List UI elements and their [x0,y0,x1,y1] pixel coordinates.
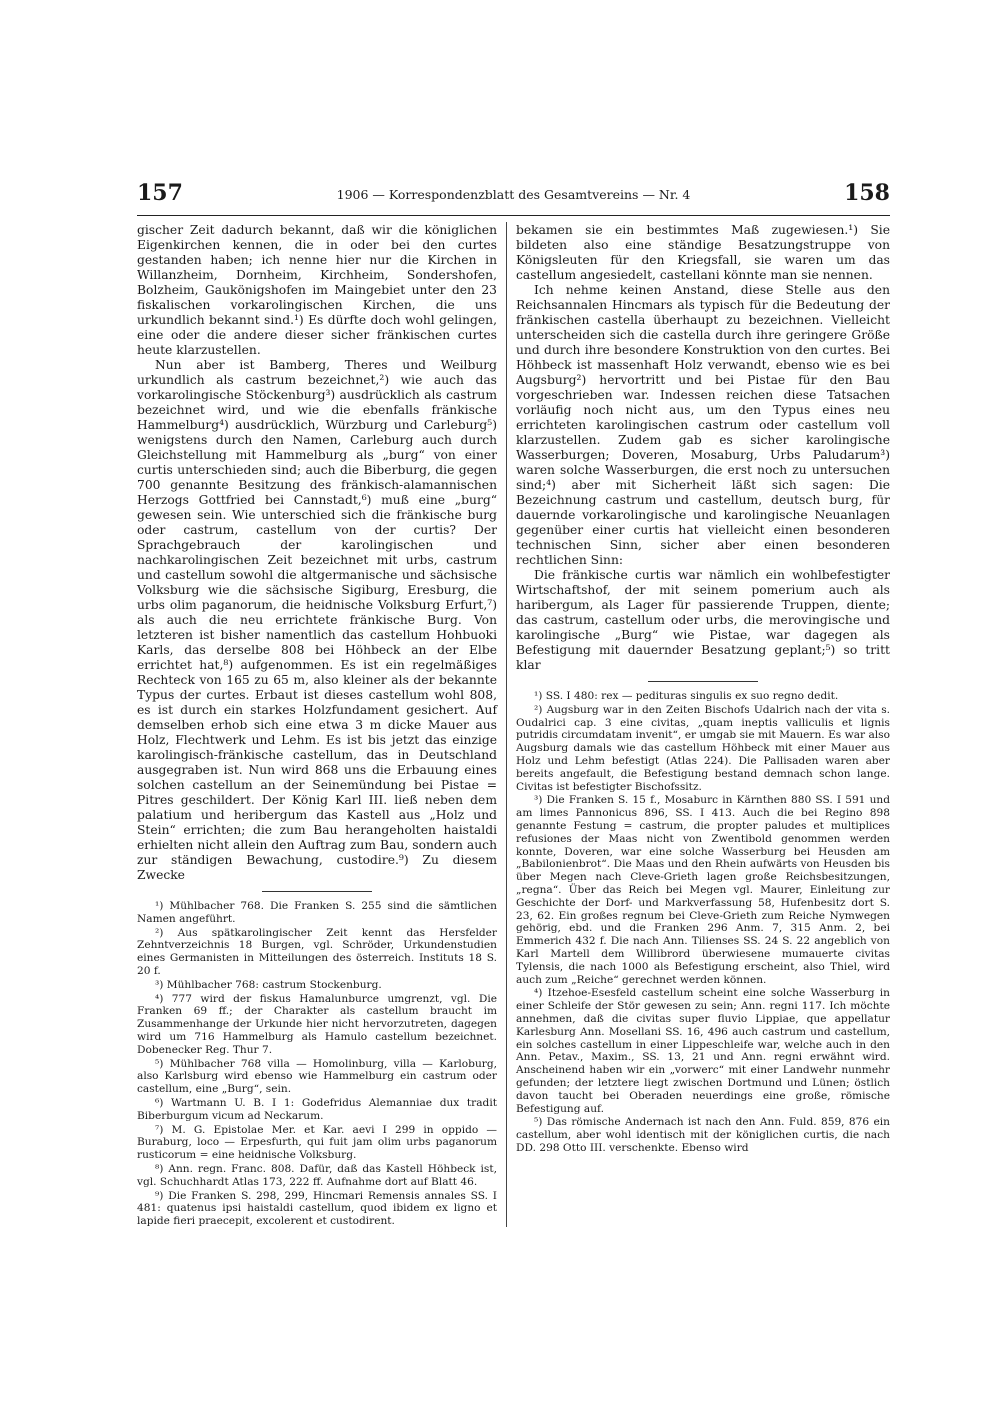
footnote: ²) Aus spätkarolingischer Zeit kennt das Hersfelder Zehntverzeichnis 18 Burgen, vgl. Schröder, Urkundenstudien eines Germanisten in Mitteilungen des österreich. Instituts 18 S. 20 f. [137,926,497,977]
body-paragraph: Die fränkische curtis war nämlich ein wohlbefestigter Wirtschaftshof, der mit seinem pomerium auch als haribergum, als Lager für passierende Truppen, diente; das castrum, castellum oder urbs, die merovingische und karolingische „Burg“ wie Pistae, war dagegen als Befestigung mit dauernder Besatzung geplant;⁵) so tritt klar [516,568,890,672]
footnote: ⁴) 777 wird der fiskus Hamalunburce umgrenzt, vgl. Die Franken 69 ff.; der Charakter als castellum braucht im Zusammenhange der Urkunde hier nicht hervorzutreten, dagegen wird um 716 Hammelburg als Hamulo castellum bezeichnet. Dobenecker Reg. Thur 7. [137,992,497,1056]
body-paragraph: Nun aber ist Bamberg, Theres und Weilburg urkundlich als castrum bezeichnet,²) wie auch das vorkarolingische Stöckenburg³) ausdrücklich als castrum bezeichnet wird, und wie die ebenfalls fränkische Hammelburg⁴) ausdrücklich, Würzburg und Carleburg⁵) wenigstens durch den Namen, Carleburg auch durch Gleichstellung mit Hammelburg als „burg“ von einer curtis unterschieden sind; auch die Biberburg, die gegen 700 genannte Besitzung des fränkisch-alamannischen Herzogs Gottfried bei Cannstadt,⁶) muß eine „burg“ gewesen sein. Wie unterschied sich die fränkische burg oder castrum, castellum von der curtis? Der Sprachgebrauch der karolingischen und nachkarolingischen Zeit bezeichnet mit urbs, castrum und castellum sowohl die altgermanische und sächsische Volksburg wie die sächsische Sigiburg, Eresburg, die urbs olim paganorum, die heidnische Volksburg Erfurt,⁷) als auch die neu errichtete fränkische Burg. Von letzteren ist bisher namentlich das castellum Hohbuoki Karls, das derselbe 808 bei Höhbeck an der Elbe errichtet hat,⁸) aufgenommen. Es ist ein regelmäßiges Rechteck von 165 zu 65 m, also kleiner als der bekannte Typus der curtes. Erbaut ist dieses castellum wohl 808, es ist durch ein starkes Holzfundament gesichert. Auf demselben erhob sich eine etwa 3 m dicke Mauer aus Holz, Flechtwerk und Lehm. Es ist bis jetzt das einzige karolingisch-fränkische castellum, das in Deutschland ausgegraben ist. Nun wird 868 uns die Erbauung eines solchen castellum an der Seinemündung bei Pistae = Pitres geschildert. Der König Karl III. ließ neben dem palatium und heribergum das Kastell aus „Holz und Stein“ errichten; die zum Bau herangeholten haistaldi erhielten nicht allein den Auftrag zum Bau, sondern auch zur ständigen Bewachung, custodire.⁹) Zu diesem Zwecke [137,358,497,882]
footnote: ⁸) Ann. regn. Franc. 808. Dafür, daß das Kastell Höhbeck ist, vgl. Schuchhardt Atlas 173, 222 ff. Aufnahme dort auf Blatt 46. [137,1162,497,1188]
footnote: ²) Augsburg war in den Zeiten Bischofs Udalrich nach der vita s. Oudalrici cap. 3 eine civitas, „quam ineptis valliculis et lignis putridis circumdatam invenit“, er umgab sie mit Mauern. Es war also Augsburg damals wie das castellum Höhbeck mit einer Mauer aus Holz und Lehm befestigt (Atlas 224). Die Pallisaden waren aber bereits angefault, die Befestigung bestand demnach schon lange. Civitas ist befestigter Bischofssitz. [516,703,890,793]
footnote: ⁵) Mühlbacher 768 villa — Homolinburg, villa — Karloburg, also Karlsburg wird ebenso wie Hammelburg ein castrum oder castellum, eine „Burg“, sein. [137,1057,497,1096]
header-rule [137,215,890,216]
footnote: ¹) Mühlbacher 768. Die Franken S. 255 sind die sämtlichen Namen angeführt. [137,900,497,925]
page-header [137,180,890,212]
footnote: ¹) SS. I 480: rex — pedituras singulis ex suo regno dedit. [534,690,839,702]
footnote: ³) Die Franken S. 15 f., Mosaburc in Kärnthen 880 SS. I 591 und am limes Pannonicus 896, SS. I 413. Auch die bei Regino 898 genannte Festung = castrum, die propter paludes et multiplices refusiones der Maas nicht von Zwentibold genommen werden konnte, Doveren, war eine solche Wasserburg bei Heusden am „Babilonienbrot“. Die Maas und den Rhein aufwärts von Heusden bis über Megen nach Cleve-Grieth lagen große Reichsbesitzungen, „regna“. Über das Reich bei Megen vgl. Maurer, Einleitung zur Geschichte der Dorf- und Markverfassung 58, Hufenbesitz dort S. 23, 62. Ein großes regnum bei Cleve-Grieth zum Reiche Nymwegen gehörig, ebd. und die Franken 296 Anm. 7, 315 Anm. 2, bei Emmerich 432 f. Die nach Ann. Tilienses SS. 24 S. 22 angeblich von Karl Martell dem Willibrord überwiesene mumauerte civitas Tylensis, die nach 1000 als Befestigung erscheint, also Thiel, wird auch zum „Reiche“ gerechnet werden können. [516,794,890,986]
body-paragraph: bekamen sie ein bestimmtes Maß zugewiesen.¹) Sie bildeten also eine ständige Besatzungstruppe von Königsleuten für den Kriegsfall, sie waren um das castellum angesiedelt, castellani könnte man sie nennen. [516,223,890,282]
page-number-left: 157 [137,180,183,206]
footnotes-left [137,900,497,1228]
footnote: ⁷) M. G. Epistolae Mer. et Kar. aevi I 299 in oppido — Buraburg, loco — Erpesfurth, qui fuit jam olim urbs paganorum rusticorum = eine heidnische Volksburg. [137,1123,497,1162]
footnotes-right [516,690,890,1155]
right-column [516,223,890,1156]
left-column [137,223,497,1229]
running-title: 1906 — Korrespondenzblatt des Gesamtvereins — Nr. 4 [336,187,691,202]
footnote: ⁹) Die Franken S. 298, 299, Hincmari Remensis annales SS. I 481: quatenus ipsi haistaldi castellum, quod ibidem ex ligno et lapide fieri praecepit, excolerent et custodirent. [137,1189,497,1228]
body-paragraph: gischer Zeit dadurch bekannt, daß wir die königlichen Eigenkirchen kennen, die in oder bei den curtes gestanden haben; ich nenne hier nur die Kirchen in Willanzheim, Dornheim, Kirchheim, Sondershofen, Bolzheim, Gaukönigshofen im Maingebiet unter den 23 fiskalischen vorkarolingischen Kirchen, die uns urkundlich bekannt sind.¹) Es dürfte doch wohl gelingen, eine oder die andere dieser sicher fränkischen curtes heute klarzustellen. [137,223,497,357]
footnote: ³) Mühlbacher 768: castrum Stockenburg. [155,978,382,991]
footnote: ⁴) Itzehoe-Esesfeld castellum scheint eine solche Wasserburg in einer Schleife der Stör gewesen zu sein; Ann. regni 117. Ich möchte annehmen, daß die civitas super fluvio Lippiae, que appellatur Karlesburg Ann. Mosellani SS. 16, 496 auch castrum und castellum, ein solches castellum in einer Lippeschleife war, welche auch in den Ann. Petav., Maxim., SS. 13, 21 und Ann. regni erwähnt wird. Anscheinend haben wir ein „vorwerc“ mit einer Landwehr nunmehr gefunden; der letztere liegt zwischen Dortmund und Lünen; östlich davon taucht bei Oberaden neuerdings eine große, römische Befestigung auf. [516,987,890,1115]
footnote-separator [262,891,372,892]
footnote: ⁶) Wartmann U. B. I 1: Godefridus Alemanniae dux tradit Biberburgum vicum ad Neckarum. [137,1096,497,1122]
footnote: ⁵) Das römische Andernach ist nach den Ann. Fuld. 859, 876 ein castellum, aber wohl identisch mit der königlichen curtis, die nach DD. 298 Otto III. verschenkte. Ebenso wird [516,1116,890,1154]
footnote-separator [648,681,758,682]
body-paragraph: Ich nehme keinen Anstand, diese Stelle aus den Reichsannalen Hincmars als typisch für die Bedeutung der fränkischen castella überhaupt zu bezeichnen. Vielleicht unterscheiden sich die castella durch ihre geringere Größe und durch ihre besondere Konstruktion von den curtes. Bei Höhbeck ist massenhaft Holz verwandt, ebenso wie es bei Augsburg²) hervortritt und bei Pistae für den Bau vorgeschrieben war. Indessen reichen diese Tatsachen vorläufig noch nicht aus, um den Typus eines neu errichteten karolingischen castrum oder castellum voll klarzustellen. Zudem gab es sicher karolingische Wasserburgen; Doveren, Mosaburg, Urbs Paludarum³) waren solche Wasserburgen, die erst noch zu untersuchen sind;⁴) aber mit Sicherheit läßt sich sagen: Die Bezeichnung castrum und castellum, deutsch burg, für dauernde vorkarolingische und karolingische Neuanlagen gegenüber einer curtis hat vielleicht einen besonderen technischen Sinn, sicher aber einen besonderen rechtlichen Sinn: [516,283,890,567]
page-number-right: 158 [844,180,890,206]
column-divider [506,222,507,1227]
